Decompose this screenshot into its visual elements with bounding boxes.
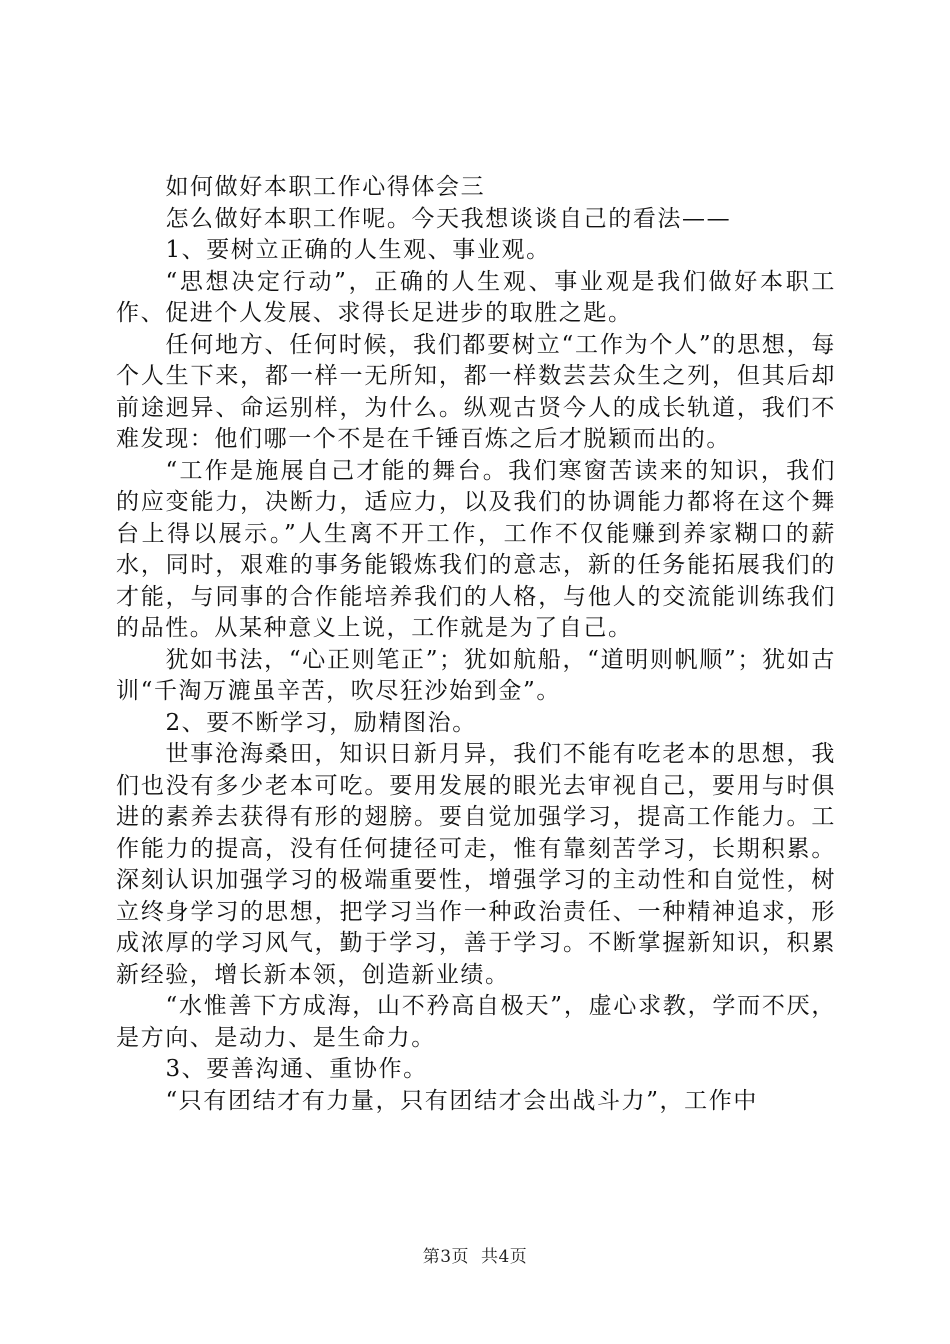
paragraph: “工作是施展自己才能的舞台。我们寒窗苦读来的知识，我们的应变能力，决断力，适应力，以及我们的协调能力都将在这个舞台上得以展示。”人生离不开工作，工作不仅能赚到养家糊口的薪水，同时，艰难的事务能锻炼我们的意志，新的任务能拓展我们的才能，与同事的合作能培养我们的人格，与他人的交流能训练我们的品性。从某种意义上说，工作就是为了自己。	[116, 457, 836, 641]
paragraph: “思想决定行动”，正确的人生观、事业观是我们做好本职工作、促进个人发展、求得长足进步的取胜之匙。	[116, 268, 836, 326]
page-number: 第3页	[422, 1247, 470, 1267]
paragraph: “水惟善下方成海，山不矜高自极天”，虚心求教，学而不厌，是方向、是动力、是生命力。	[116, 993, 836, 1051]
page-total: 共4页	[480, 1247, 528, 1267]
section-heading-2: 2、要不断学习，励精图治。	[165, 709, 477, 736]
paragraph: 怎么做好本职工作呢。今天我想谈谈自己的看法——	[165, 205, 732, 232]
section-heading-3: 3、要善沟通、重协作。	[165, 1056, 428, 1082]
document-body	[116, 172, 836, 1117]
section-heading-1: 1、要树立正确的人生观、事业观。	[165, 237, 551, 263]
paragraph: 犹如书法，“心正则笔正”；犹如航船，“道明则帆顺”；犹如古训“千淘万漉虽辛苦，吹尽狂沙始到金”。	[116, 646, 836, 704]
paragraph: 任何地方、任何时候，我们都要树立“工作为个人”的思想，每个人生下来，都一样一无所知，都一样数芸芸众生之列，但其后却前途迥异、命运别样，为什么。纵观古贤今人的成长轨道，我们不难发现：他们哪一个不是在千锤百炼之后才脱颖而出的。	[116, 331, 836, 452]
page-footer	[0, 1242, 950, 1267]
paragraph: 世事沧海桑田，知识日新月异，我们不能有吃老本的思想，我们也没有多少老本可吃。要用发展的眼光去审视自己，要用与时俱进的素养去获得有形的翅膀。要自觉加强学习，提高工作能力。工作能力的提高，没有任何捷径可走，惟有靠刻苦学习，长期积累。深刻认识加强学习的极端重要性，增强学习的主动性和自觉性，树立终身学习的思想，把学习当作一种政治责任、一种精神追求，形成浓厚的学习风气，勤于学习，善于学习。不断掌握新知识，积累新经验，增长新本领，创造新业绩。	[116, 741, 836, 988]
paragraph: “只有团结才有力量，只有团结才会出战斗力”，工作中	[165, 1087, 758, 1114]
document-title: 如何做好本职工作心得体会三	[165, 174, 486, 200]
